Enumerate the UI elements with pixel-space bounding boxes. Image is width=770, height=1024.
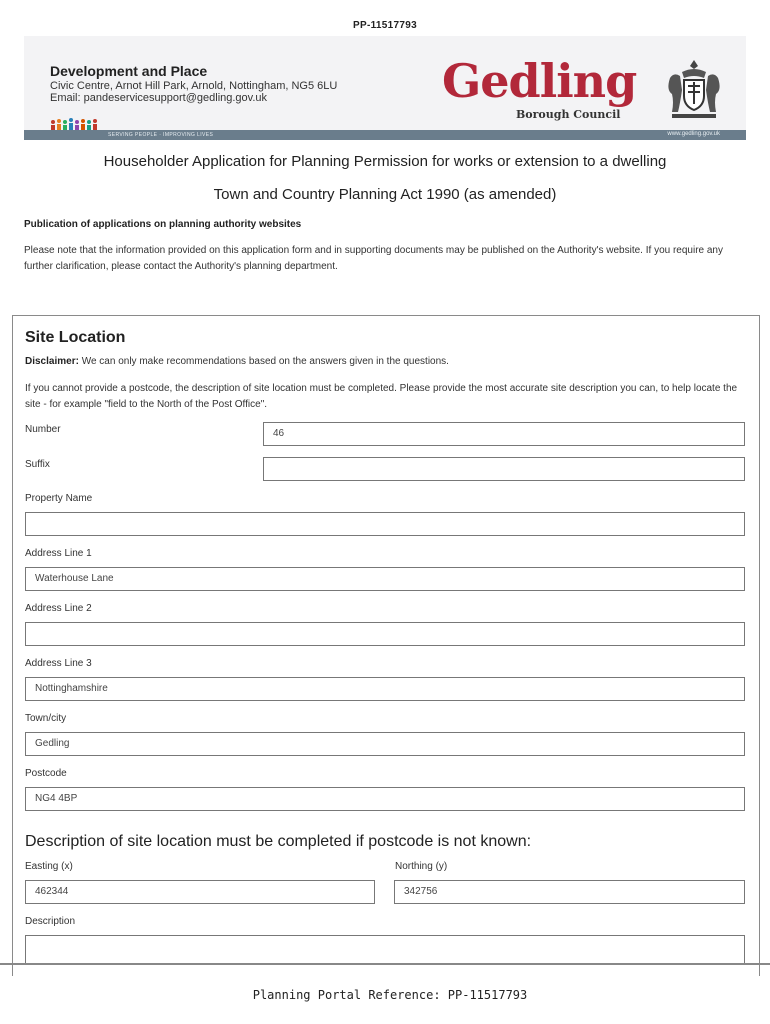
postcode-field[interactable]: NG4 4BP [25,787,745,811]
section-title: Site Location [25,329,126,346]
page-divider [0,963,770,965]
department-email: Email: pandeservicesupport@gedling.gov.uk [50,92,268,104]
banner-strapline: SERVING PEOPLE · IMPROVING LIVES [108,132,214,138]
address-line-2-label: Address Line 2 [25,603,92,614]
easting-field[interactable]: 462344 [25,880,375,904]
suffix-label: Suffix [25,459,50,470]
form-subtitle: Town and Country Planning Act 1990 (as amended) [213,186,557,203]
northing-field[interactable]: 342756 [394,880,745,904]
town-field[interactable]: Gedling [25,732,745,756]
address-line-1-label: Address Line 1 [25,548,92,559]
department-address: Civic Centre, Arnot Hill Park, Arnold, Nottingham, NG5 6LU [50,80,338,92]
footer-reference: Planning Portal Reference: PP-11517793 [252,988,528,1002]
council-logo-wordmark: Gedling [442,54,637,108]
disclaimer [25,356,449,367]
address-line-3-field[interactable]: Nottinghamshire [25,677,745,701]
postcode-info: If you cannot provide a postcode, the description of site location must be completed. Please provide the most accurate site description you can, to help locate the site - for example "field to the North of the Post Office". [25,383,738,410]
number-label: Number [25,424,61,435]
department-name: Development and Place [50,63,208,79]
description-field[interactable] [25,935,745,965]
document-reference: PP-11517793 [353,20,417,31]
disclaimer-text: We can only make recommendations based on the answers given in the questions. [78,356,449,367]
easting-label: Easting (x) [25,861,73,872]
description-heading: Description of site location must be completed if postcode is not known: [25,833,532,850]
disclaimer-label: Disclaimer: [25,356,79,367]
form-title: Householder Application for Planning Permission for works or extension to a dwelling [103,153,667,170]
banner-website: www.gedling.gov.uk [667,131,720,137]
suffix-field[interactable] [263,457,745,481]
northing-label: Northing (y) [395,861,448,872]
property-name-field[interactable] [25,512,745,536]
property-name-label: Property Name [25,493,93,504]
publication-heading: Publication of applications on planning authority websites [24,219,302,230]
address-line-3-label: Address Line 3 [25,658,92,669]
postcode-label: Postcode [25,768,67,779]
council-logo-subtitle: Borough Council [516,108,621,121]
address-line-1-field[interactable]: Waterhouse Lane [25,567,745,591]
coat-of-arms-icon [664,58,724,120]
description-label: Description [25,916,76,927]
publication-text: Please note that the information provided on this application form and in supporting documents may be published on the Authority's website. If you require any further clarification, please contact the Authority's planning department. [24,245,723,272]
address-line-2-field[interactable] [25,622,745,646]
number-field[interactable]: 46 [263,422,745,446]
council-banner [24,36,746,140]
town-label: Town/city [25,713,67,724]
